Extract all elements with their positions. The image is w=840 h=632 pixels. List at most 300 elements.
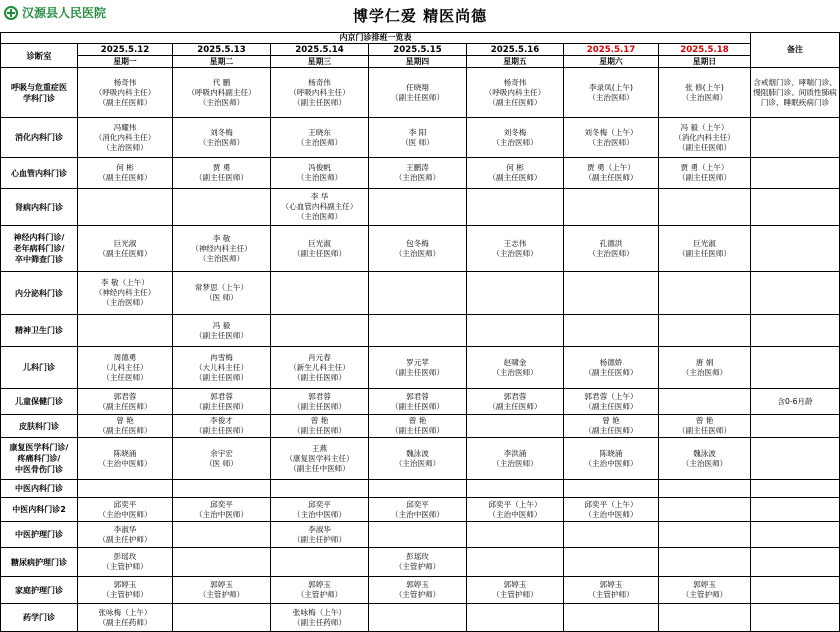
doctor-name: 曾 艳: [310, 416, 329, 425]
schedule-cell: [564, 548, 659, 577]
doctor-title: （副主任医师）: [194, 372, 249, 382]
schedule-cell: [467, 226, 564, 272]
schedule-row: [1, 577, 840, 604]
doctor-name: 冯 毅（上午）: [680, 122, 729, 132]
schedule-cell: [659, 389, 751, 415]
doctor-title: （呼吸内科副主任）: [187, 87, 256, 97]
schedule-row: [1, 315, 840, 347]
notes-cell: [751, 158, 840, 189]
doctor-title: （副主任医师）: [292, 97, 347, 107]
doctor-name: 郭君蓉: [308, 391, 331, 401]
notes-cell: [751, 480, 840, 498]
schedule-cell: [271, 272, 369, 315]
doctor-name: 余宇宏: [210, 448, 233, 458]
doctor-title: （副主任医师）: [677, 142, 732, 152]
schedule-row: [1, 347, 840, 389]
schedule-cell: [78, 68, 173, 118]
doctor-title: （主治医师）: [492, 248, 538, 258]
schedule-cell: [564, 480, 659, 498]
schedule-cell: [78, 604, 173, 632]
dept-name: [1, 604, 78, 632]
notes-cell: [751, 548, 840, 577]
dept-name-line: 皮肤科门诊: [19, 421, 59, 431]
schedule-row: [1, 189, 840, 226]
schedule-cell: [78, 548, 173, 577]
doctor-name: 邱奕平（上午）: [584, 499, 638, 509]
dept-name-line: 家庭护理门诊: [15, 585, 63, 595]
dept-name-line: 中医护理门诊: [15, 530, 63, 539]
weekday-header: 星期六: [564, 56, 659, 68]
doctor-name: 邱奕平: [308, 499, 331, 509]
doctor-name: 彭瑶玫: [406, 552, 429, 561]
schedule-cell: [173, 315, 271, 347]
doctor-title: （副主任医师）: [194, 426, 249, 435]
schedule-cell: [78, 415, 173, 438]
schedule-cell: [369, 548, 467, 577]
doctor-name: 李 阳: [408, 127, 427, 137]
dept-header: 诊断室: [1, 44, 78, 68]
schedule-cell: [173, 415, 271, 438]
doctor-title: （副主任医师）: [194, 330, 249, 340]
schedule-cell: [564, 189, 659, 226]
doctor-name: 赵啸金: [503, 357, 527, 367]
dept-name: [1, 522, 78, 548]
schedule-table: [0, 32, 840, 632]
doctor-name: 李淑华: [113, 524, 137, 534]
schedule-cell: [369, 480, 467, 498]
doctor-name: 曾 艳: [602, 416, 620, 425]
doctor-name: 任晓翔: [406, 82, 429, 92]
doctor-name: 郭婷玉: [503, 580, 527, 589]
doctor-title: （副主任医师）: [292, 248, 347, 258]
doctor-title: （消化内科主任）: [94, 132, 156, 142]
schedule-cell: [173, 389, 271, 415]
doctor-title: （主管护师）: [394, 590, 441, 599]
dept-name: [1, 389, 78, 415]
schedule-cell: [173, 272, 271, 315]
schedule-cell: [659, 315, 751, 347]
schedule-cell: [369, 158, 467, 189]
date-header: 2025.5.16: [467, 44, 564, 56]
doctor-title: （主治医师）: [492, 367, 538, 377]
schedule-row: [1, 118, 840, 158]
schedule-cell: [173, 438, 271, 480]
schedule-cell: [369, 522, 467, 548]
schedule-cell: [467, 415, 564, 438]
schedule-row: [1, 415, 840, 438]
schedule-cell: [271, 118, 369, 158]
doctor-title: （主治医师）: [492, 458, 538, 468]
hospital-name: 汉源县人民医院: [22, 6, 107, 20]
weekday-header: 星期三: [271, 56, 369, 68]
doctor-title: （医 师）: [205, 458, 238, 468]
doctor-title: （主治中医师）: [98, 458, 152, 468]
doctor-title: （副主任医师）: [194, 401, 249, 411]
doctor-name: 郭君蓉: [210, 391, 233, 401]
schedule-cell: [78, 189, 173, 226]
doctor-name: 杨德娇: [599, 357, 623, 367]
doctor-title: （副主任医师）: [390, 426, 445, 435]
notes-cell: [751, 347, 840, 389]
doctor-title: （心血管内科副主任）: [281, 202, 358, 211]
schedule-cell: [78, 389, 173, 415]
dept-name-line: 精神卫生门诊: [15, 326, 63, 335]
doctor-name: 邱奕平: [406, 499, 429, 509]
schedule-cell: [78, 522, 173, 548]
doctor-title: （副主任医师）: [677, 248, 732, 258]
schedule-cell: [467, 548, 564, 577]
doctor-name: 郭君蓉: [503, 391, 527, 401]
schedule-cell: [467, 522, 564, 548]
schedule-cell: [173, 189, 271, 226]
schedule-cell: [271, 415, 369, 438]
doctor-title: （神经内科主任）: [191, 243, 252, 253]
doctor-name: 孔德洪: [599, 238, 623, 248]
notes-cell: [751, 438, 840, 480]
doctor-title: （副主任医师）: [488, 97, 542, 107]
doctor-title: （副主任护师）: [292, 534, 347, 544]
dept-name: [1, 272, 78, 315]
schedule-cell: [467, 604, 564, 632]
doctor-title: （主治医师）: [588, 248, 634, 258]
schedule-cell: [564, 498, 659, 522]
schedule-cell: [659, 118, 751, 158]
doctor-title: （主治医师）: [102, 142, 148, 152]
doctor-title: （主治医师）: [296, 137, 343, 147]
doctor-name: 李录凤(上午): [589, 82, 633, 92]
doctor-name: 郭君蓉: [113, 391, 137, 401]
schedule-cell: [467, 118, 564, 158]
date-header-weekend: 2025.5.18: [659, 44, 751, 56]
schedule-cell: [467, 389, 564, 415]
doctor-title: （副主任医师）: [292, 372, 347, 382]
doctor-name: 王鹏涛: [406, 163, 429, 172]
date-header: 2025.5.13: [173, 44, 271, 56]
schedule-cell: [173, 522, 271, 548]
weekday-header: 星期二: [173, 56, 271, 68]
schedule-row: [1, 272, 840, 315]
date-header: 2025.5.12: [78, 44, 173, 56]
schedule-cell: [467, 577, 564, 604]
doctor-title: （主治医师）: [681, 92, 728, 102]
doctor-title: （副主任医师）: [677, 426, 732, 435]
doctor-name: 邱奕平: [210, 499, 233, 509]
doctor-name: 郭婷玉: [210, 580, 233, 589]
doctor-title: （主管护师）: [102, 590, 148, 599]
doctor-title: （副主任医师）: [390, 367, 445, 377]
doctor-title: （主治中医师）: [584, 458, 638, 468]
doctor-name: 周德勇: [113, 352, 137, 362]
weekday-header: 星期日: [659, 56, 751, 68]
doctor-title: （主管护师）: [394, 562, 441, 571]
doctor-name: 巨光淑: [693, 238, 716, 248]
schedule-cell: [659, 480, 751, 498]
dept-name-line: 卒中筛查门诊: [15, 255, 63, 264]
doctor-name: 邱奕平: [113, 499, 137, 509]
schedule-cell: [659, 272, 751, 315]
schedule-cell: [271, 68, 369, 118]
schedule-cell: [564, 522, 659, 548]
doctor-name: 代 鹏: [212, 77, 231, 87]
schedule-cell: [369, 68, 467, 118]
doctor-title: （主治医师）: [296, 212, 343, 221]
doctor-name: 郭君蓉（上午）: [584, 391, 638, 401]
dept-name-line: 老年病科门诊/: [13, 244, 65, 253]
dept-name-line: 中医骨伤门诊: [15, 465, 63, 474]
doctor-name: 郭婷玉: [406, 580, 429, 589]
doctor-name: 曾 艳: [116, 416, 134, 425]
dept-name: [1, 347, 78, 389]
schedule-cell: [173, 226, 271, 272]
doctor-name: 冯耀伟: [113, 122, 137, 132]
notes-cell: [751, 522, 840, 548]
doctor-title: （主治医师）: [681, 458, 728, 468]
dept-name: [1, 315, 78, 347]
doctor-title: （主治医师）: [198, 97, 245, 107]
schedule-cell: [271, 389, 369, 415]
dept-name-line: 糖尿病护理门诊: [11, 557, 67, 567]
doctor-title: （医 师）: [401, 137, 434, 147]
schedule-row: [1, 548, 840, 577]
dept-name: [1, 158, 78, 189]
doctor-title: （主治中医师）: [194, 509, 249, 519]
notes-cell: [751, 315, 840, 347]
dept-name: [1, 480, 78, 498]
doctor-title: （主管护师）: [198, 590, 245, 599]
schedule-cell: [467, 480, 564, 498]
dept-name-line: 心血管内科门诊: [11, 168, 67, 178]
schedule-cell: [467, 68, 564, 118]
schedule-cell: [467, 498, 564, 522]
schedule-cell: [369, 226, 467, 272]
doctor-name: 魏泳波: [693, 448, 716, 458]
notes-cell: [751, 604, 840, 632]
notes-cell: 含0-6月龄: [751, 389, 840, 415]
schedule-cell: [564, 604, 659, 632]
schedule-cell: [369, 272, 467, 315]
schedule-cell: [564, 577, 659, 604]
schedule-cell: [369, 118, 467, 158]
schedule-cell: [78, 315, 173, 347]
dept-name-line: 药学门诊: [23, 613, 55, 622]
schedule-cell: [173, 548, 271, 577]
doctor-name: 杨奇伟: [308, 77, 331, 87]
doctor-title: （主治中医师）: [390, 509, 445, 519]
doctor-title: （副主任医师）: [98, 426, 152, 435]
doctor-name: 刘冬梅: [503, 127, 527, 137]
schedule-cell: [659, 226, 751, 272]
doctor-name: 何 彬: [506, 163, 524, 172]
doctor-title: （主治中医师）: [488, 509, 542, 519]
doctor-name: 常梦思（上午）: [194, 283, 249, 292]
doctor-title: （副主任医师）: [584, 401, 638, 411]
schedule-cell: [564, 118, 659, 158]
table-caption: 内京门诊排班一览表: [1, 33, 751, 44]
doctor-name: 冯 毅: [212, 320, 231, 330]
hospital-motto: 博学仁爱 精医尚德: [352, 7, 488, 25]
dept-name-line: 中医内科门诊2: [12, 505, 66, 514]
doctor-title: （副主任药师）: [98, 617, 152, 627]
doctor-title: （康复医学科主任）: [285, 453, 354, 463]
doctor-title: （主治医师）: [588, 137, 634, 147]
schedule-cell: [173, 347, 271, 389]
schedule-cell: [173, 604, 271, 632]
schedule-cell: [369, 604, 467, 632]
schedule-cell: [564, 347, 659, 389]
date-header-weekend: 2025.5.17: [564, 44, 659, 56]
doctor-title: （主管护师）: [296, 590, 343, 599]
schedule-row: [1, 158, 840, 189]
dept-name-line: 神经内科门诊/: [13, 233, 65, 242]
doctor-name: 李 敬（上午）: [101, 278, 149, 287]
doctor-name: 张咏梅（上午）: [98, 607, 152, 617]
schedule-cell: [369, 577, 467, 604]
doctor-name: 曾 艳: [695, 416, 714, 425]
doctor-title: （大儿科主任）: [194, 362, 249, 372]
schedule-cell: [564, 389, 659, 415]
doctor-name: 贾 勇: [212, 163, 231, 172]
doctor-title: （儿科主任）: [102, 362, 148, 372]
schedule-cell: [659, 158, 751, 189]
doctor-title: （神经内科主任）: [94, 288, 156, 297]
dept-name-line: 肾病内科门诊: [15, 202, 63, 212]
doctor-name: 贾 勇（上午）: [587, 163, 635, 172]
doctor-name: 魏泳波: [406, 448, 429, 458]
doctor-name: 郭婷玉: [113, 580, 137, 589]
doctor-name: 李俊才: [210, 416, 233, 425]
notes-cell: [751, 118, 840, 158]
weekday-header: 星期四: [369, 56, 467, 68]
doctor-title: （副主任中医师）: [289, 463, 350, 473]
dept-name-line: 学科门诊: [23, 93, 55, 103]
dept-name-line: 内分泌科门诊: [15, 288, 63, 298]
schedule-cell: [78, 480, 173, 498]
doctor-name: 郭婷玉: [693, 580, 716, 589]
schedule-cell: [369, 498, 467, 522]
schedule-cell: [173, 498, 271, 522]
dept-name: [1, 189, 78, 226]
doctor-title: （主治医师）: [198, 137, 245, 147]
schedule-cell: [659, 604, 751, 632]
doctor-title: （副主任医师）: [488, 401, 542, 411]
doctor-name: 巨光淑: [113, 238, 137, 248]
doctor-title: （主治中医师）: [584, 509, 638, 519]
schedule-cell: [173, 118, 271, 158]
schedule-row: [1, 389, 840, 415]
doctor-name: 张 修(上午): [685, 82, 724, 92]
notes-header: 备注: [751, 33, 840, 68]
schedule-cell: [78, 577, 173, 604]
schedule-cell: [271, 480, 369, 498]
schedule-cell: [78, 226, 173, 272]
doctor-name: 王志伟: [503, 238, 527, 248]
doctor-title: （呼吸内科主任）: [94, 87, 156, 97]
schedule-cell: [467, 315, 564, 347]
schedule-cell: [564, 226, 659, 272]
doctor-name: 贾 勇（上午）: [680, 163, 729, 172]
doctor-name: 张咏梅（上午）: [292, 607, 347, 617]
dept-name: [1, 548, 78, 577]
schedule-cell: [271, 498, 369, 522]
schedule-cell: [78, 158, 173, 189]
schedule-cell: [369, 315, 467, 347]
doctor-name: 何 彬: [116, 163, 134, 172]
schedule-row: [1, 498, 840, 522]
doctor-name: 巨光淑: [308, 238, 331, 248]
dept-name: [1, 577, 78, 604]
doctor-name: 包冬梅: [406, 238, 429, 248]
notes-cell: [751, 498, 840, 522]
date-header: 2025.5.14: [271, 44, 369, 56]
schedule-cell: [659, 548, 751, 577]
weekday-header: 星期五: [467, 56, 564, 68]
doctor-name: 杨奇伟: [503, 77, 527, 87]
doctor-name: 唐 娟: [695, 357, 714, 367]
dept-name: [1, 226, 78, 272]
schedule-cell: [659, 438, 751, 480]
doctor-title: （主管护师）: [681, 590, 728, 599]
doctor-name: 陈晓涌: [113, 448, 137, 458]
doctor-title: （副主任护师）: [98, 534, 152, 544]
doctor-title: （主管护师）: [102, 562, 148, 571]
schedule-cell: [271, 226, 369, 272]
doctor-name: 李 华: [310, 192, 329, 201]
schedule-cell: [369, 189, 467, 226]
schedule-cell: [467, 158, 564, 189]
dept-name: [1, 118, 78, 158]
doctor-title: （副主任医师）: [584, 173, 638, 182]
doctor-title: （副主任医师）: [488, 173, 542, 182]
schedule-cell: [78, 347, 173, 389]
doctor-title: （主治医师）: [198, 253, 245, 263]
doctor-name: 刘冬梅: [210, 127, 233, 137]
doctor-name: 曾 艳: [408, 416, 427, 425]
schedule-cell: [369, 389, 467, 415]
dept-name-line: 疼痛科门诊/: [17, 454, 61, 463]
schedule-cell: [659, 189, 751, 226]
schedule-cell: [659, 522, 751, 548]
dept-name: [1, 498, 78, 522]
doctor-title: （主治医师）: [394, 458, 441, 468]
schedule-cell: [369, 347, 467, 389]
schedule-row: [1, 522, 840, 548]
notes-cell: [751, 226, 840, 272]
doctor-title: （呼吸内科主任）: [484, 87, 546, 97]
doctor-name: 郭君蓉: [406, 391, 429, 401]
schedule-cell: [271, 548, 369, 577]
schedule-cell: [173, 68, 271, 118]
doctor-title: （副主任医师）: [292, 426, 347, 435]
doctor-title: （主治医师）: [588, 92, 634, 102]
schedule-cell: [467, 189, 564, 226]
doctor-name: 郭婷玉: [599, 580, 623, 589]
schedule-cell: [78, 272, 173, 315]
doctor-title: （新生儿科主任）: [289, 362, 350, 372]
schedule-cell: [564, 438, 659, 480]
schedule-row: [1, 438, 840, 480]
doctor-title: （主任医师）: [102, 372, 148, 382]
schedule-cell: [369, 415, 467, 438]
doctor-name: 冉雪梅: [210, 352, 233, 362]
schedule-cell: [564, 415, 659, 438]
doctor-title: （副主任医师）: [98, 248, 152, 258]
schedule-cell: [271, 189, 369, 226]
schedule-row: [1, 604, 840, 632]
schedule-cell: [659, 68, 751, 118]
notes-cell: [751, 415, 840, 438]
schedule-cell: [271, 315, 369, 347]
doctor-title: （副主任医师）: [390, 401, 445, 411]
